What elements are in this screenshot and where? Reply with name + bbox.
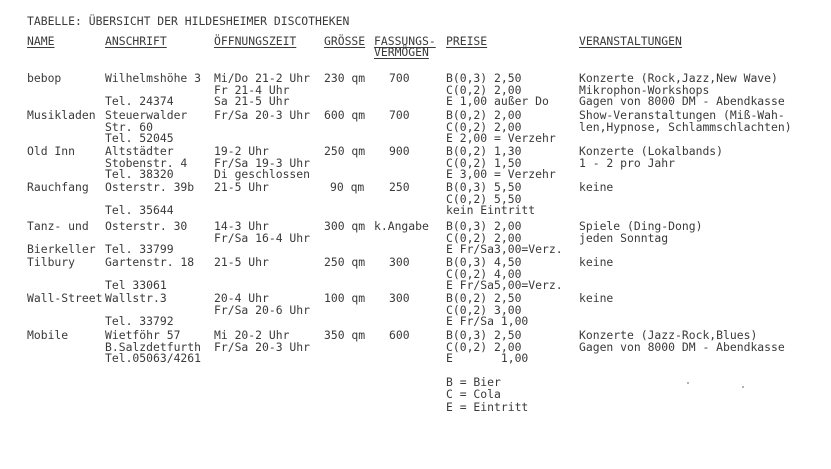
- cell-oeffnungszeit: 14-3 Uhr Fr/Sa 16-4 Uhr: [214, 219, 311, 245]
- cell-anschrift: Wietföhr 57 B.Salzdetfurth Tel.05063/4261: [105, 328, 202, 366]
- header-preise: PREISE: [446, 34, 488, 48]
- cell-oeffnungszeit: 20-4 Uhr Fr/Sa 20-6 Uhr: [214, 291, 311, 317]
- cell-fassungsvermoegen: 700: [389, 71, 410, 85]
- cell-groesse: 250 qm: [324, 255, 366, 269]
- header-groesse: GRÖSSE: [324, 34, 366, 48]
- cell-veranstaltungen: Show-Veranstaltungen (Miß-Wah- len,Hypnose, Schlammschlachten): [579, 108, 792, 134]
- cell-preise: B(0,3) 2,00 C(0,2) 2,00 E Fr/Sa3,00=Verz.: [446, 219, 563, 257]
- cell-veranstaltungen: keine: [579, 291, 614, 305]
- cell-groesse: 250 qm: [324, 144, 366, 158]
- cell-veranstaltungen: Spiele (Ding-Dong) jeden Sonntag: [579, 219, 703, 245]
- cell-oeffnungszeit: 21-5 Uhr: [214, 180, 269, 194]
- cell-preise: B(0,2) 2,00 C(0,2) 2,00 E 2,00 = Verzehr: [446, 108, 556, 146]
- cell-anschrift: Altstädter Stobenstr. 4 Tel. 38320: [105, 144, 188, 182]
- cell-groesse: 230 qm: [324, 71, 366, 85]
- scan-speck: [742, 386, 744, 388]
- cell-oeffnungszeit: 21-5 Uhr: [214, 255, 269, 269]
- price-legend: B = Bier C = Cola E = Eintritt: [446, 375, 529, 414]
- cell-name: Tanz- und Bierkeller: [27, 219, 96, 257]
- cell-oeffnungszeit: 19-2 Uhr Fr/Sa 19-3 Uhr Di geschlossen: [214, 144, 311, 182]
- header-oeffnungszeit: ÖFFNUNGSZEIT: [214, 34, 297, 48]
- cell-preise: B(0,2) 1,30 C(0,2) 1,50 E 3,00 = Verzehr: [446, 144, 556, 182]
- cell-veranstaltungen: keine: [579, 255, 614, 269]
- cell-anschrift: Wallstr.3 Tel. 33792: [105, 291, 174, 329]
- cell-preise: B(0,2) 2,50 C(0,2) 3,00 E Fr/Sa 1,00: [446, 291, 529, 329]
- cell-preise: B(0,3) 5,50 C(0,2) 5,50 kein Eintritt: [446, 180, 536, 218]
- cell-fassungsvermoegen: 250: [389, 180, 410, 194]
- cell-veranstaltungen: Konzerte (Lokalbands) 1 - 2 pro Jahr: [579, 144, 724, 170]
- cell-anschrift: Osterstr. 39b Tel. 35644: [105, 180, 195, 218]
- table-title: TABELLE: ÜBERSICHT DER HILDESHEIMER DISCOTHEKEN: [27, 14, 350, 28]
- cell-groesse: 300 qm: [324, 219, 366, 233]
- cell-anschrift: Wilhelmshöhe 3 Tel. 24374: [105, 71, 202, 109]
- scan-speck: [687, 382, 689, 384]
- cell-name: Musikladen: [27, 108, 96, 122]
- header-veranstaltungen: VERANSTALTUNGEN: [579, 34, 682, 48]
- cell-fassungsvermoegen: 900: [389, 144, 410, 158]
- cell-oeffnungszeit: Fr/Sa 20-3 Uhr: [214, 108, 311, 122]
- cell-name: Rauchfang: [27, 180, 89, 194]
- cell-groesse: 600 qm: [324, 108, 366, 122]
- cell-name: Mobile: [27, 328, 69, 342]
- cell-oeffnungszeit: Mi 20-2 Uhr Fr/Sa 20-3 Uhr: [214, 328, 311, 354]
- header-anschrift: ANSCHRIFT: [105, 34, 167, 48]
- cell-groesse: 90 qm: [330, 180, 365, 194]
- cell-name: Old Inn: [27, 144, 76, 158]
- header-name: NAME: [27, 34, 55, 48]
- cell-veranstaltungen: Konzerte (Rock,Jazz,New Wave) Mikrophon-Workshops Gagen von 8000 DM - Abendkasse: [579, 71, 785, 109]
- cell-name: Tilbury: [27, 255, 76, 269]
- cell-anschrift: Gartenstr. 18 Tel 33061: [105, 255, 195, 293]
- cell-preise: B(0,3) 2,50 C(0,2) 2,00 E 1,00 außer Do: [446, 71, 549, 109]
- cell-name: bebop: [27, 71, 62, 85]
- cell-groesse: 100 qm: [324, 291, 366, 305]
- cell-fassungsvermoegen: 700: [389, 108, 410, 122]
- cell-fassungsvermoegen: k.Angabe: [374, 219, 429, 233]
- cell-fassungsvermoegen: 300: [389, 291, 410, 305]
- cell-name: Wall-Street: [27, 291, 103, 305]
- cell-preise: B(0,3) 4,50 C(0,2) 4,00 E Fr/Sa5,00=Verz.: [446, 255, 563, 293]
- cell-fassungsvermoegen: 300: [389, 255, 410, 269]
- cell-veranstaltungen: keine: [579, 180, 614, 194]
- cell-oeffnungszeit: Mi/Do 21-2 Uhr Fr 21-4 Uhr Sa 21-5 Uhr: [214, 71, 311, 109]
- header-fassungsvermoegen: FASSUNGS- VERMÖGEN: [374, 34, 436, 59]
- cell-groesse: 350 qm: [324, 328, 366, 342]
- cell-preise: B(0,3) 2,50 C(0,2) 2,00 E 1,00: [446, 328, 529, 366]
- cell-fassungsvermoegen: 600: [389, 328, 410, 342]
- cell-anschrift: Steuerwalder Str. 60 Tel. 52045: [105, 108, 188, 146]
- cell-veranstaltungen: Konzerte (Jazz-Rock,Blues) Gagen von 8000 DM - Abendkasse: [579, 328, 785, 354]
- cell-anschrift: Osterstr. 30 Tel. 33799: [105, 219, 188, 257]
